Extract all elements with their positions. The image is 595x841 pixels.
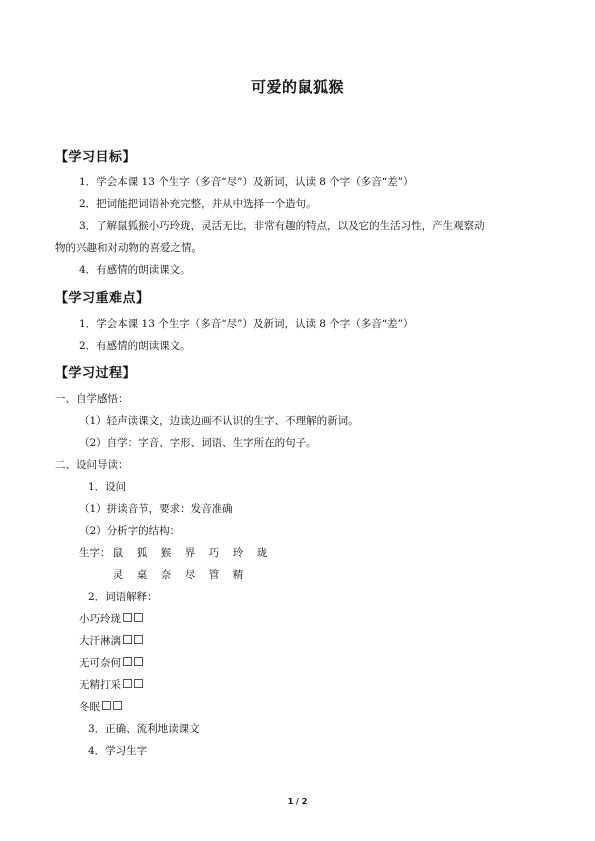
blank-box: [134, 613, 143, 622]
key-point-1: 1．学会本课 13 个生字（多音“尽”）及新词，认读 8 个字（多音“差”）: [79, 318, 414, 330]
process-step3: 3．正确、流利地读课文: [88, 723, 200, 735]
blank-box: [113, 701, 122, 710]
blank-box: [134, 635, 143, 644]
chars-row-1: [106, 546, 274, 560]
key-points-heading: 【学习重难点】: [55, 291, 150, 306]
blank-box: [123, 657, 132, 666]
char: 灵: [112, 569, 124, 581]
process-step4: 4．学习生字: [88, 745, 148, 757]
process-step1-a: （1）拼读音节，要求：发音准确: [79, 503, 233, 515]
blank-box: [134, 657, 143, 666]
char: 桌: [136, 569, 148, 581]
chars-row-2: [106, 568, 250, 582]
blank-box: [102, 701, 111, 710]
word-item: 无精打采: [79, 678, 143, 692]
chars-label: 生字：: [79, 547, 111, 559]
char: 巧: [208, 547, 220, 559]
char: 奈: [160, 569, 172, 581]
word-item: 大汗淋漓: [79, 634, 143, 648]
char: 狐: [136, 547, 148, 559]
blank-box: [123, 635, 132, 644]
page-number: 1 / 2: [287, 797, 308, 806]
char: 玲: [232, 547, 244, 559]
char: 猴: [160, 547, 172, 559]
process-part1: 一、自学感悟：: [55, 393, 129, 405]
process-part2: 二、设问导读：: [55, 459, 129, 471]
blank-box: [123, 613, 132, 622]
word-item: 小巧玲珑: [79, 612, 143, 626]
process-part1-a: （1）轻声读课文，边读边画不认识的生字、不理解的新词。: [79, 415, 359, 427]
process-step2: 2．词语解释：: [88, 591, 158, 603]
key-point-2: 2．有感情的朗读课文。: [79, 340, 191, 352]
page-title: 可爱的鼠狐猴: [250, 78, 344, 96]
process-step1-b: （2）分析字的结构：: [79, 525, 181, 537]
char: 管: [208, 569, 220, 581]
process-heading: 【学习过程】: [55, 366, 137, 381]
goal-4: 4．有感情的朗读课文。: [79, 264, 191, 276]
word-item: 冬眠: [79, 700, 122, 714]
blank-box: [134, 679, 143, 688]
char: 精: [232, 569, 244, 581]
blank-box: [123, 679, 132, 688]
goal-1: 1．学会本课 13 个生字（多音“尽”）及新词，认读 8 个字（多音“差”）: [79, 176, 414, 188]
char: 鼠: [112, 547, 124, 559]
goal-3-cont: 物的兴趣和对动物的喜爱之情。: [55, 242, 202, 254]
goals-heading: 【学习目标】: [55, 150, 137, 165]
char: 界: [184, 547, 196, 559]
process-step1: 1．设问: [88, 481, 127, 493]
word-item: 无可奈何: [79, 656, 143, 670]
goal-3: 3．了解鼠狐猴小巧玲珑，灵活无比，非常有趣的特点，以及它的生活习性，产生观察动: [79, 220, 485, 232]
char: 珑: [256, 547, 268, 559]
goal-2: 2．把词能把词语补充完整，并从中选择一个造句。: [79, 198, 317, 210]
process-part1-b: （2）自学：字音、字形、词语、生字所在的句子。: [79, 437, 317, 449]
char: 尽: [184, 569, 196, 581]
